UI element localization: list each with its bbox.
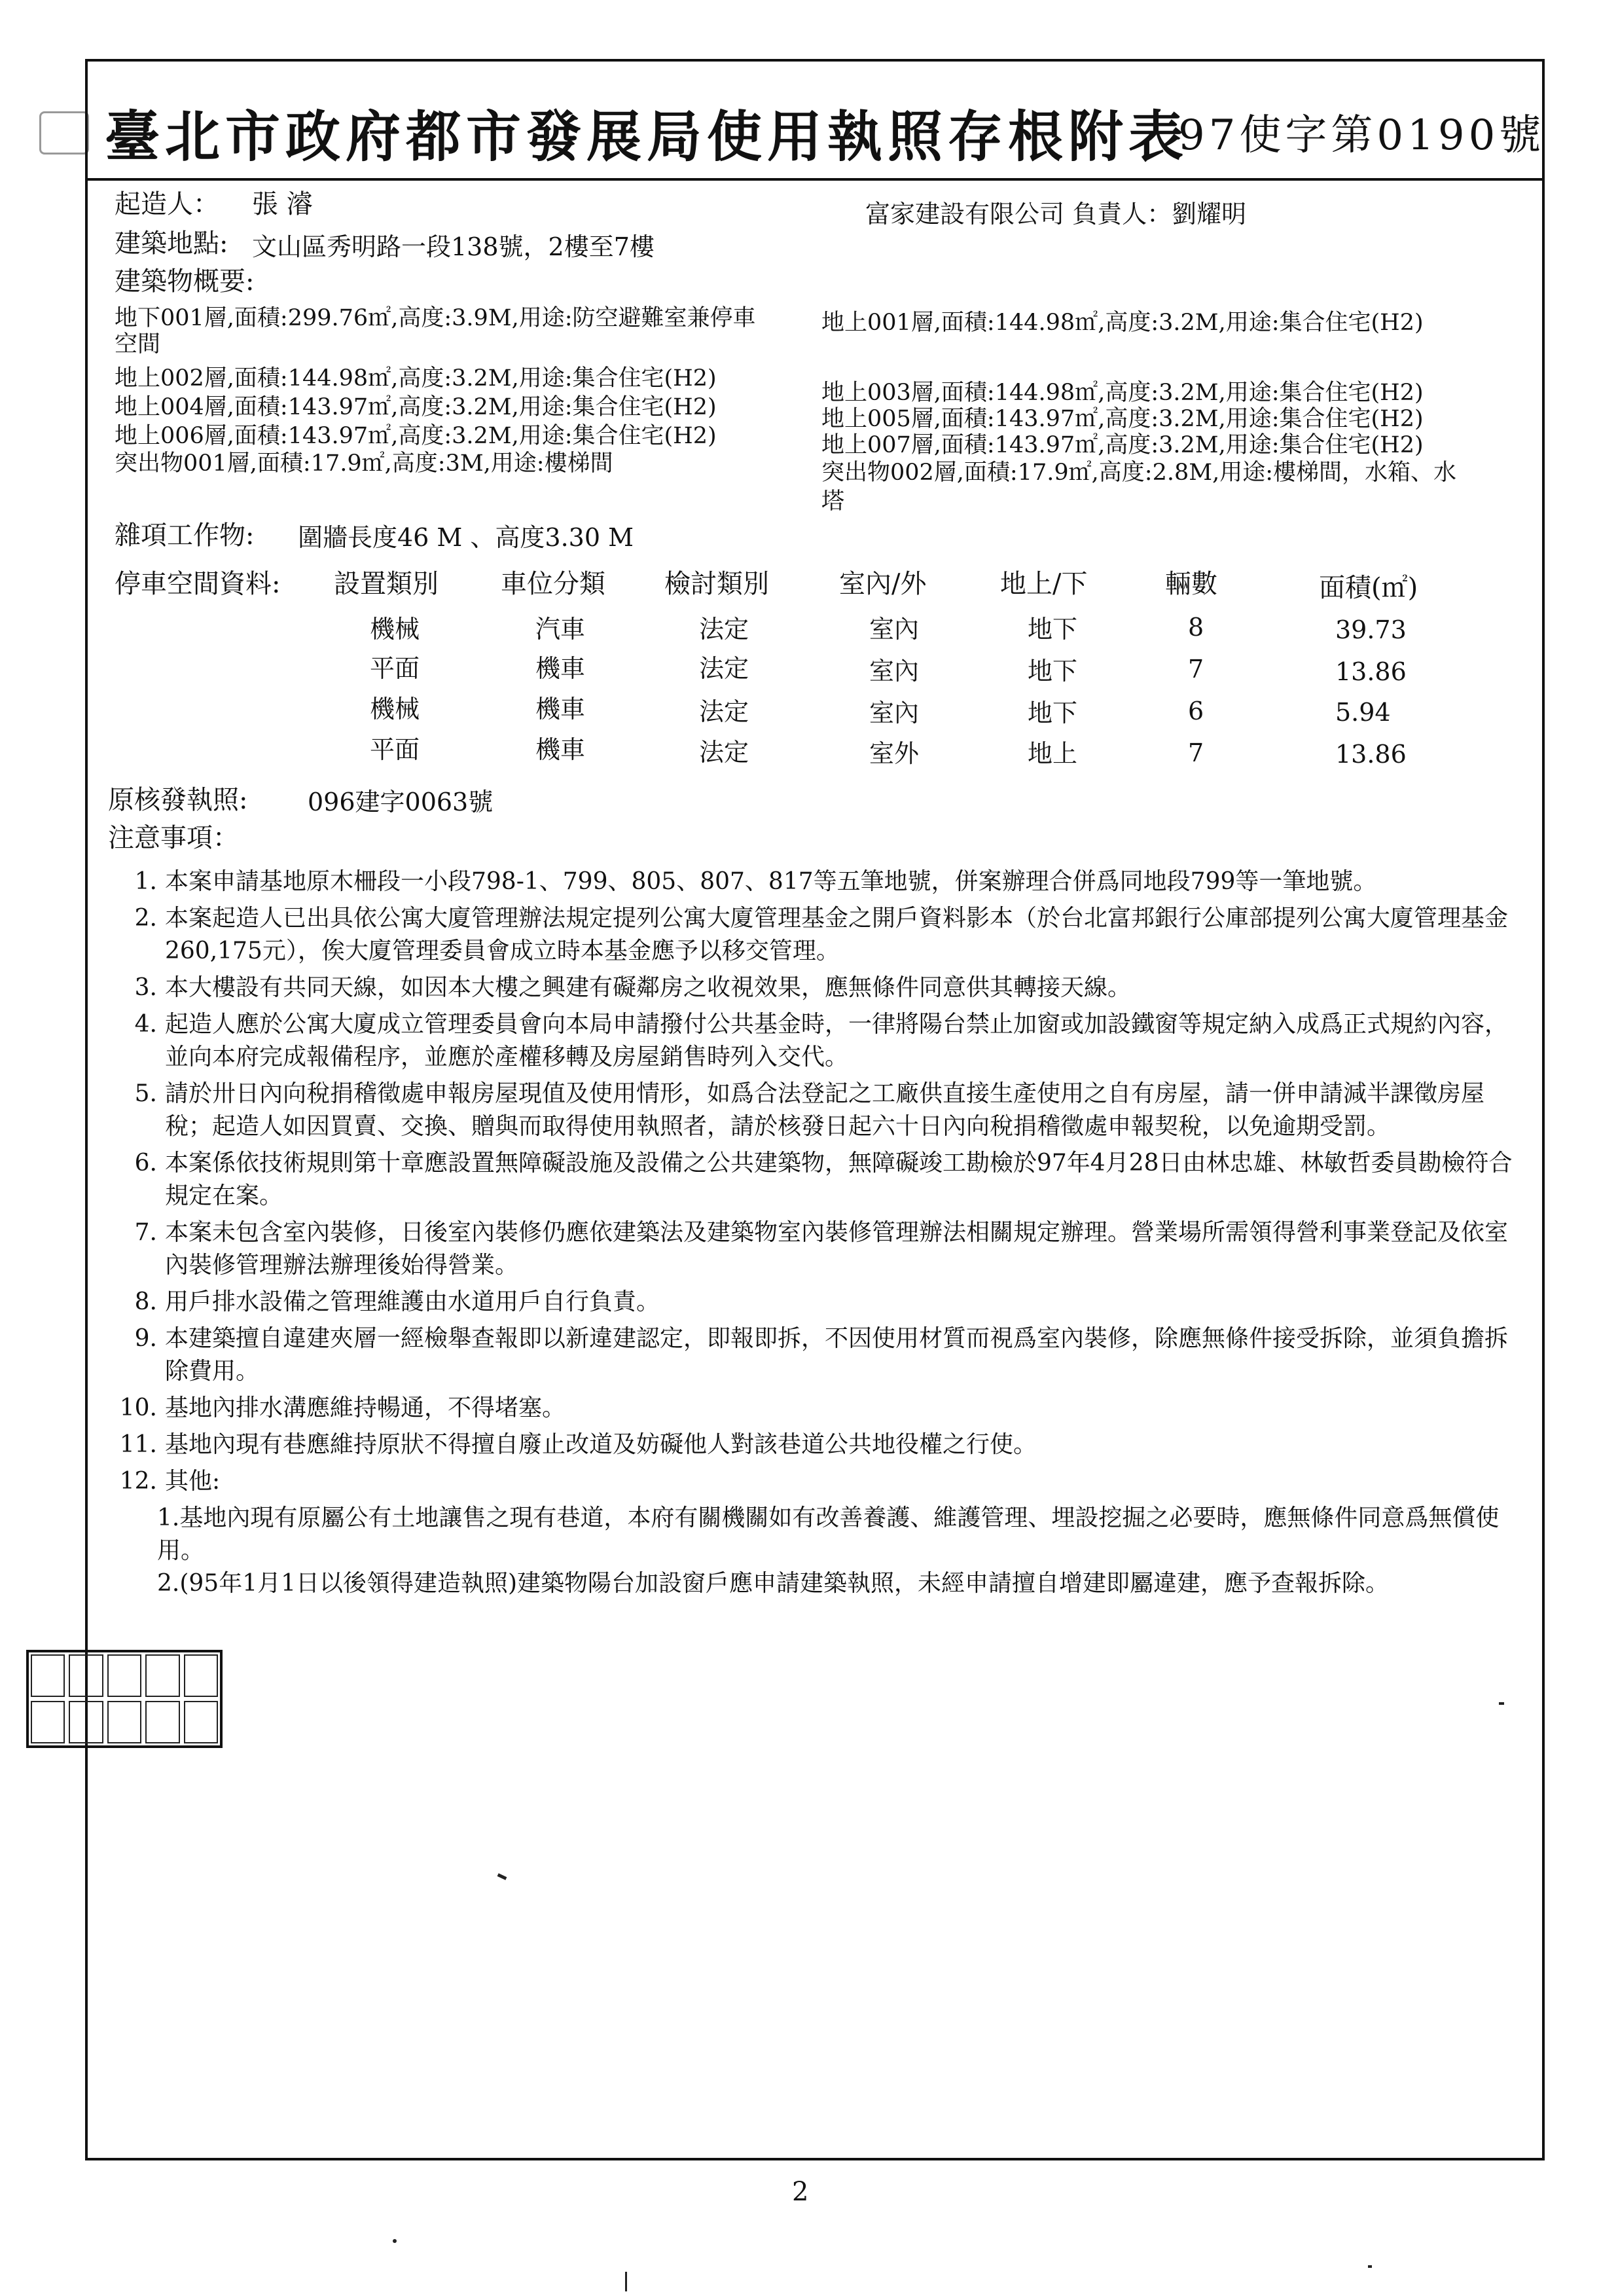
parking-cell: 機械: [370, 695, 420, 723]
parking-cell: 機械: [370, 615, 420, 644]
parking-cell: 法定: [699, 654, 749, 683]
parking-cell: 7: [1188, 738, 1204, 767]
page-number: 2: [792, 2177, 809, 2207]
parking-label: 停車空間資料:: [115, 569, 281, 599]
note-number: 4.: [134, 1011, 157, 1038]
parking-cell: 平面: [370, 654, 420, 683]
note-text: 本大樓設有共同天線，如因本大樓之興建有礙鄰房之收視效果，應無條件同意供其轉接天線。: [165, 974, 1132, 1001]
misc-work-value: 圍牆長度46 M 、高度3.30 M: [298, 523, 634, 552]
note-item: [118, 866, 1525, 898]
note-number: 6.: [134, 1150, 157, 1176]
note-item: [118, 972, 1525, 1004]
overview-right-line: 突出物002層,面積:17.9㎡,高度:2.8M,用途:樓梯間，水箱、水: [821, 460, 1456, 486]
parking-cell: 法定: [699, 615, 749, 644]
permit-number: 97使字第0190號: [1178, 111, 1545, 160]
parking-cell: 室內: [869, 615, 920, 644]
site-label: 建築地點:: [115, 228, 228, 259]
note-item: [118, 1286, 1525, 1319]
note-text: 起造人應於公寓大廈成立管理委員會向本局申請撥付公共基金時，一律將陽台禁止加窗或加設鐵窗等規定納入成爲正式規約內容，並向本府完成報備程序，並應於產權移轉及房屋銷售時列入交代。: [165, 1011, 1509, 1070]
scan-speck: [1368, 2265, 1372, 2268]
note-item: [118, 1147, 1525, 1212]
overview-label: 建築物概要:: [115, 266, 255, 297]
parking-cell: 室外: [869, 739, 920, 768]
note-number: 8.: [134, 1288, 157, 1315]
parking-cell: 39.73: [1335, 615, 1407, 644]
note-number: 11.: [119, 1431, 157, 1458]
site-address: 文山區秀明路一段138號，2樓至7樓: [252, 232, 655, 261]
note-text: 本案申請基地原木柵段一小段798-1、799、805、807、817等五筆地號，併案辦理合併爲同地段799等一筆地號。: [165, 868, 1377, 895]
parking-cell: 平面: [370, 735, 420, 764]
note-number: 1.: [134, 868, 157, 895]
parking-cell: 13.86: [1335, 740, 1407, 769]
parking-cell: 室內: [869, 657, 920, 685]
note-number: 9.: [134, 1325, 157, 1352]
note-number: 7.: [134, 1219, 157, 1246]
note-item: [118, 1008, 1525, 1074]
misc-work-label: 雜項工作物:: [115, 520, 255, 551]
official-seal-stamp: [26, 1650, 223, 1748]
parking-cell: 機車: [535, 695, 586, 723]
parking-cell: 汽車: [535, 615, 586, 644]
note-item: [118, 1429, 1525, 1461]
applicant-label: 起造人：: [115, 189, 219, 219]
note-text: 基地內現有巷應維持原狀不得擅自廢止改道及妨礙他人對該巷道公共地役權之行使。: [165, 1431, 1037, 1458]
parking-cell: 13.86: [1335, 657, 1407, 686]
parking-cell: 地上: [1028, 739, 1078, 768]
other-note-item: 1.基地內現有原屬公有土地讓售之現有巷道，本府有關機關如有改善養護、維護管理、埋設挖掘之必要時，應無條件同意爲無償使用。: [157, 1504, 1500, 1564]
note-text: 本案起造人已出具依公寓大廈管理辦法規定提列公寓大廈管理基金之開戶資料影本（於台北富邦銀行公庫部提列公寓大廈管理基金260,175元），俟大廈管理委員會成立時本基金應予以移交管理。: [165, 905, 1509, 964]
original-permit-value: 096建字0063號: [308, 788, 494, 816]
page-title: 臺北市政府都市發展局使用執照存根附表: [105, 104, 1189, 169]
parking-cell: 8: [1188, 613, 1204, 642]
parking-header: 輛數: [1165, 569, 1217, 599]
overview-left-line: 地下001層,面積:299.76㎡,高度:3.9M,用途:防空避難室兼停車: [115, 305, 756, 331]
other-note-item: 2.(95年1月1日以後領得建造執照)建築物陽台加設窗戶應申請建築執照，未經申請擅自增建即屬違建，應予查報拆除。: [157, 1570, 1390, 1597]
overview-right-line: 塔: [821, 488, 845, 515]
note-item: [118, 1078, 1525, 1143]
applicant-name: 張 濬: [252, 189, 313, 219]
parking-cell: 地下: [1028, 657, 1078, 685]
parking-header: 面積(㎡): [1319, 573, 1418, 603]
overview-left-line: 地上004層,面積:143.97㎡,高度:3.2M,用途:集合住宅(H2): [115, 394, 717, 420]
note-item: [118, 1216, 1525, 1282]
note-number: 5.: [134, 1080, 157, 1107]
parking-header: 設置類別: [334, 569, 439, 599]
note-text: 本建築擅自違建夾層一經檢舉查報即以新違建認定，即報即拆，不因使用材質而視爲室內裝修，除應無條件接受拆除，並須負擔拆除費用。: [165, 1325, 1509, 1385]
overview-left-line: 空間: [115, 331, 161, 357]
note-text: 用戶排水設備之管理維護由水道用戶自行負責。: [165, 1288, 660, 1315]
parking-cell: 地下: [1028, 699, 1078, 727]
note-text: 請於卅日內向稅捐稽徵處申報房屋現值及使用情形，如爲合法登記之工廠供直接生產使用之自有房屋，請一併申請減半課徵房屋稅；起造人如因買賣、交換、贈與而取得使用執照者，請於核發日起六十日內向稅捐稽徵處申報契稅，以免逾期受罰。: [165, 1080, 1485, 1140]
parking-cell: 地下: [1028, 615, 1078, 644]
company-info: 富家建設有限公司 負責人：劉耀明: [865, 200, 1247, 228]
scan-speck: [1499, 1702, 1504, 1705]
parking-header: 地上/下: [1000, 569, 1088, 599]
overview-left-line: 地上002層,面積:144.98㎡,高度:3.2M,用途:集合住宅(H2): [115, 365, 717, 392]
notes-label: 注意事項：: [108, 823, 239, 853]
overview-left-line: 地上006層,面積:143.97㎡,高度:3.2M,用途:集合住宅(H2): [115, 423, 717, 449]
note-item: [118, 1392, 1525, 1425]
notes-list: [118, 866, 1525, 1600]
note-number: 2.: [134, 905, 157, 932]
parking-cell: 6: [1188, 697, 1204, 725]
parking-cell: 機車: [535, 735, 586, 764]
original-permit-label: 原核發執照:: [108, 785, 248, 815]
note-text: 本案未包含室內裝修，日後室內裝修仍應依建築法及建築物室內裝修管理辦法相關規定辦理。營業場所需領得營利事業登記及依室內裝修管理辦法辦理後始得營業。: [165, 1219, 1509, 1279]
parking-cell: 法定: [699, 738, 749, 767]
note-text: 基地內排水溝應維持暢通，不得堵塞。: [165, 1394, 566, 1421]
parking-header: 室內/外: [839, 569, 927, 599]
scan-speck: [393, 2239, 397, 2243]
parking-cell: 室內: [869, 699, 920, 727]
note-number: 10.: [119, 1394, 157, 1421]
parking-cell: 5.94: [1335, 698, 1391, 727]
overview-left-line: 突出物001層,面積:17.9㎡,高度:3M,用途:樓梯間: [115, 450, 613, 477]
note-number: 12.: [119, 1468, 157, 1495]
overview-right-line: 地上003層,面積:144.98㎡,高度:3.2M,用途:集合住宅(H2): [821, 380, 1424, 406]
parking-cell: 7: [1188, 655, 1204, 683]
note-item: [118, 902, 1525, 968]
parking-header: 檢討類別: [664, 569, 769, 599]
title-divider: [85, 178, 1545, 181]
overview-right-line: 地上007層,面積:143.97㎡,高度:3.2M,用途:集合住宅(H2): [821, 432, 1424, 458]
note-number: 3.: [134, 974, 157, 1001]
note-item: [118, 1322, 1525, 1388]
note-text: 本案係依技術規則第十章應設置無障礙設施及設備之公共建築物，無障礙竣工勘檢於97年4月28日由林忠雄、林敏哲委員勘檢符合規定在案。: [165, 1150, 1513, 1209]
scan-speck: [625, 2272, 627, 2291]
overview-right-line: 地上005層,面積:143.97㎡,高度:3.2M,用途:集合住宅(H2): [821, 406, 1424, 432]
overview-right-line: 地上001層,面積:144.98㎡,高度:3.2M,用途:集合住宅(H2): [821, 310, 1424, 336]
parking-header: 車位分類: [501, 569, 605, 599]
parking-cell: 法定: [699, 697, 749, 726]
note-text: 其他:: [165, 1468, 221, 1495]
note-item: [118, 1465, 1525, 1498]
punch-mark: [39, 111, 89, 155]
parking-cell: 機車: [535, 654, 586, 683]
